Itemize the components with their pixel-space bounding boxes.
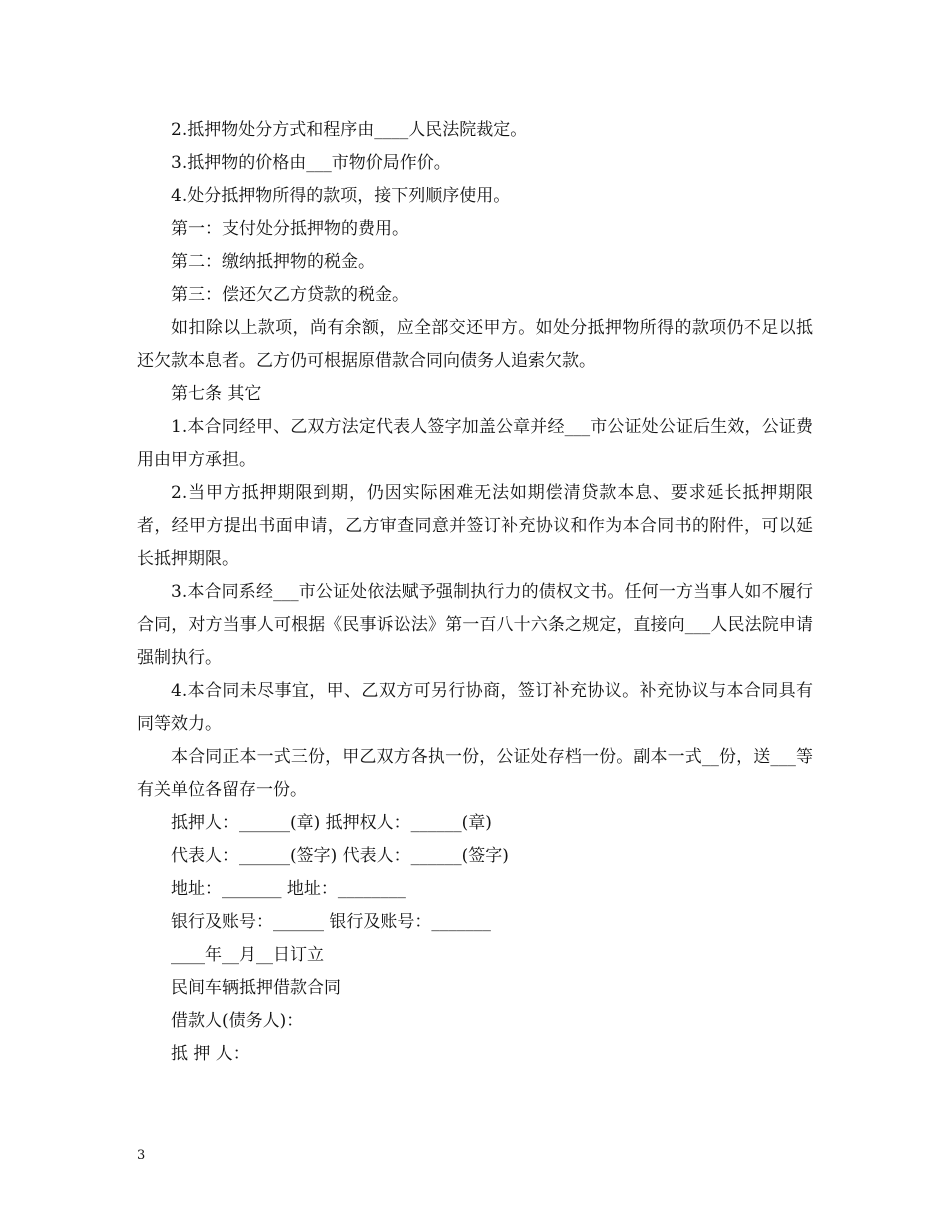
paragraph-third-priority: 第三：偿还欠乙方贷款的税金。 — [171, 285, 409, 305]
paragraph-price-assessment: 3.抵押物的价格由___市物价局作价。 — [171, 153, 451, 173]
signature-line-bank-account: 银行及账号：______ 银行及账号：_______ — [171, 912, 491, 932]
signature-line-address: 地址：_______ 地址：________ — [171, 879, 406, 899]
borrower-line: 借款人(债务人)： — [171, 1011, 304, 1031]
paragraph-remaining-balance: 如扣除以上款项，尚有余额，应全部交还甲方。如处分抵押物所得的款项仍不足以抵还欠款本息者。乙方仍可根据原借款合同向债务人追索欠款。 — [137, 318, 813, 371]
paragraph-first-priority: 第一：支付处分抵押物的费用。 — [171, 219, 409, 239]
signature-line-parties: 抵押人：______(章) 抵押权人：______(章) — [171, 813, 492, 833]
paragraph-enforcement: 3.本合同系经___市公证处依法赋予强制执行力的债权文书。任何一方当事人如不履行合同，对方当事人可根据《民事诉讼法》第一百八十六条之规定，直接向___人民法院申请强制执行。 — [137, 582, 813, 668]
mortgagor-line: 抵 押 人： — [171, 1044, 250, 1064]
contract-title: 民间车辆抵押借款合同 — [171, 978, 341, 998]
paragraph-second-priority: 第二：缴纳抵押物的税金。 — [171, 252, 375, 272]
paragraph-disposal-procedure: 2.抵押物处分方式和程序由____人民法院裁定。 — [171, 120, 528, 140]
paragraph-proceeds-order: 4.处分抵押物所得的款项，接下列顺序使用。 — [171, 186, 511, 206]
paragraph-effective-notarization: 1.本合同经甲、乙双方法定代表人签字加盖公章并经___市公证处公证后生效，公证费用由甲方承担。 — [137, 417, 813, 470]
paragraph-term-extension: 2.当甲方抵押期限到期，仍因实际困难无法如期偿清贷款本息、要求延长抵押期限者，经甲方提出书面申请，乙方审查同意并签订补充协议和作为本合同书的附件，可以延长抵押期限。 — [137, 483, 813, 569]
signature-line-representatives: 代表人：______(签字) 代表人：______(签字) — [171, 846, 509, 866]
paragraph-copies: 本合同正本一式三份，甲乙双方各执一份，公证处存档一份。副本一式__份，送___等有关单位各留存一份。 — [137, 747, 813, 800]
page-number: 3 — [137, 1148, 146, 1163]
section-heading-article-7: 第七条 其它 — [171, 384, 262, 404]
signature-line-date: ____年__月__日订立 — [171, 945, 324, 965]
document-body — [137, 114, 813, 1071]
paragraph-supplementary: 4.本合同未尽事宜，甲、乙双方可另行协商，签订补充协议。补充协议与本合同具有同等效力。 — [137, 681, 813, 734]
